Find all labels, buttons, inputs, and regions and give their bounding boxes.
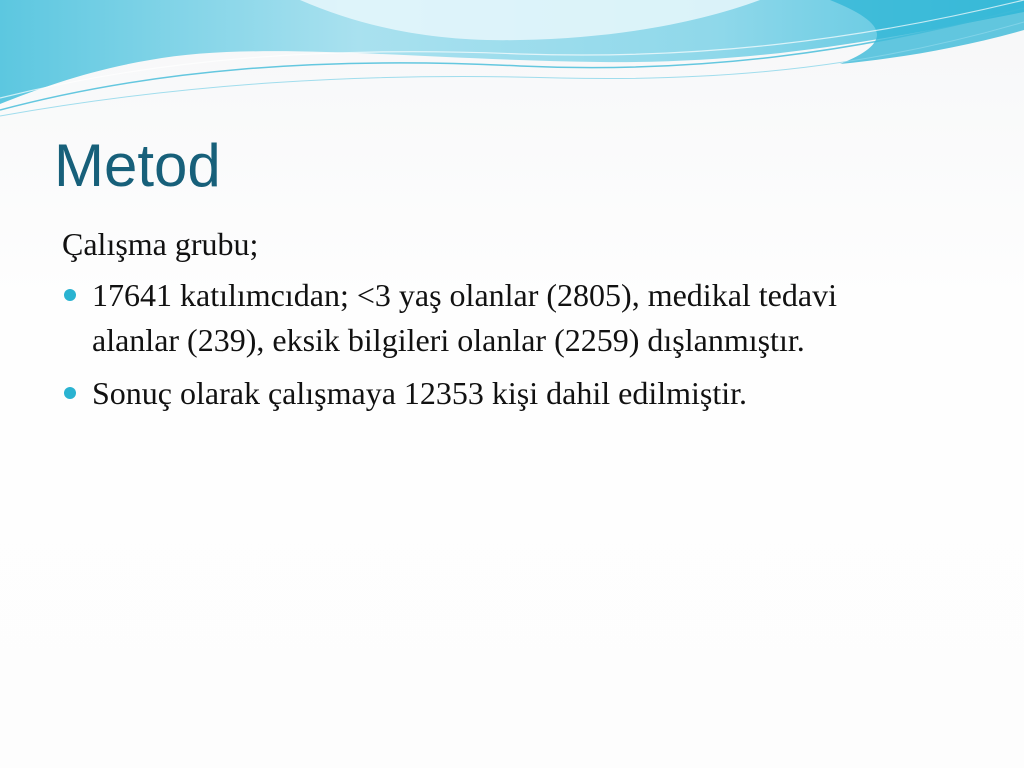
bullet-item [62,371,922,416]
header-wave-decoration [0,0,1024,120]
slide-content [62,222,922,424]
bullet-text: Sonuç olarak çalışmaya 12353 kişi dahil edilmiştir. [92,375,747,411]
bullet-list [62,273,922,416]
intro-text: Çalışma grubu; [62,226,259,262]
bullet-dot-icon [64,289,76,301]
bullet-text: 17641 katılımcıdan; <3 yaş olanlar (2805), medikal tedavi alanlar (239), eksik bilgileri olanlar (2259) dışlanmıştır. [92,277,837,358]
slide-title: Metod [54,132,221,199]
bullet-item [62,273,922,363]
bullet-dot-icon [64,387,76,399]
